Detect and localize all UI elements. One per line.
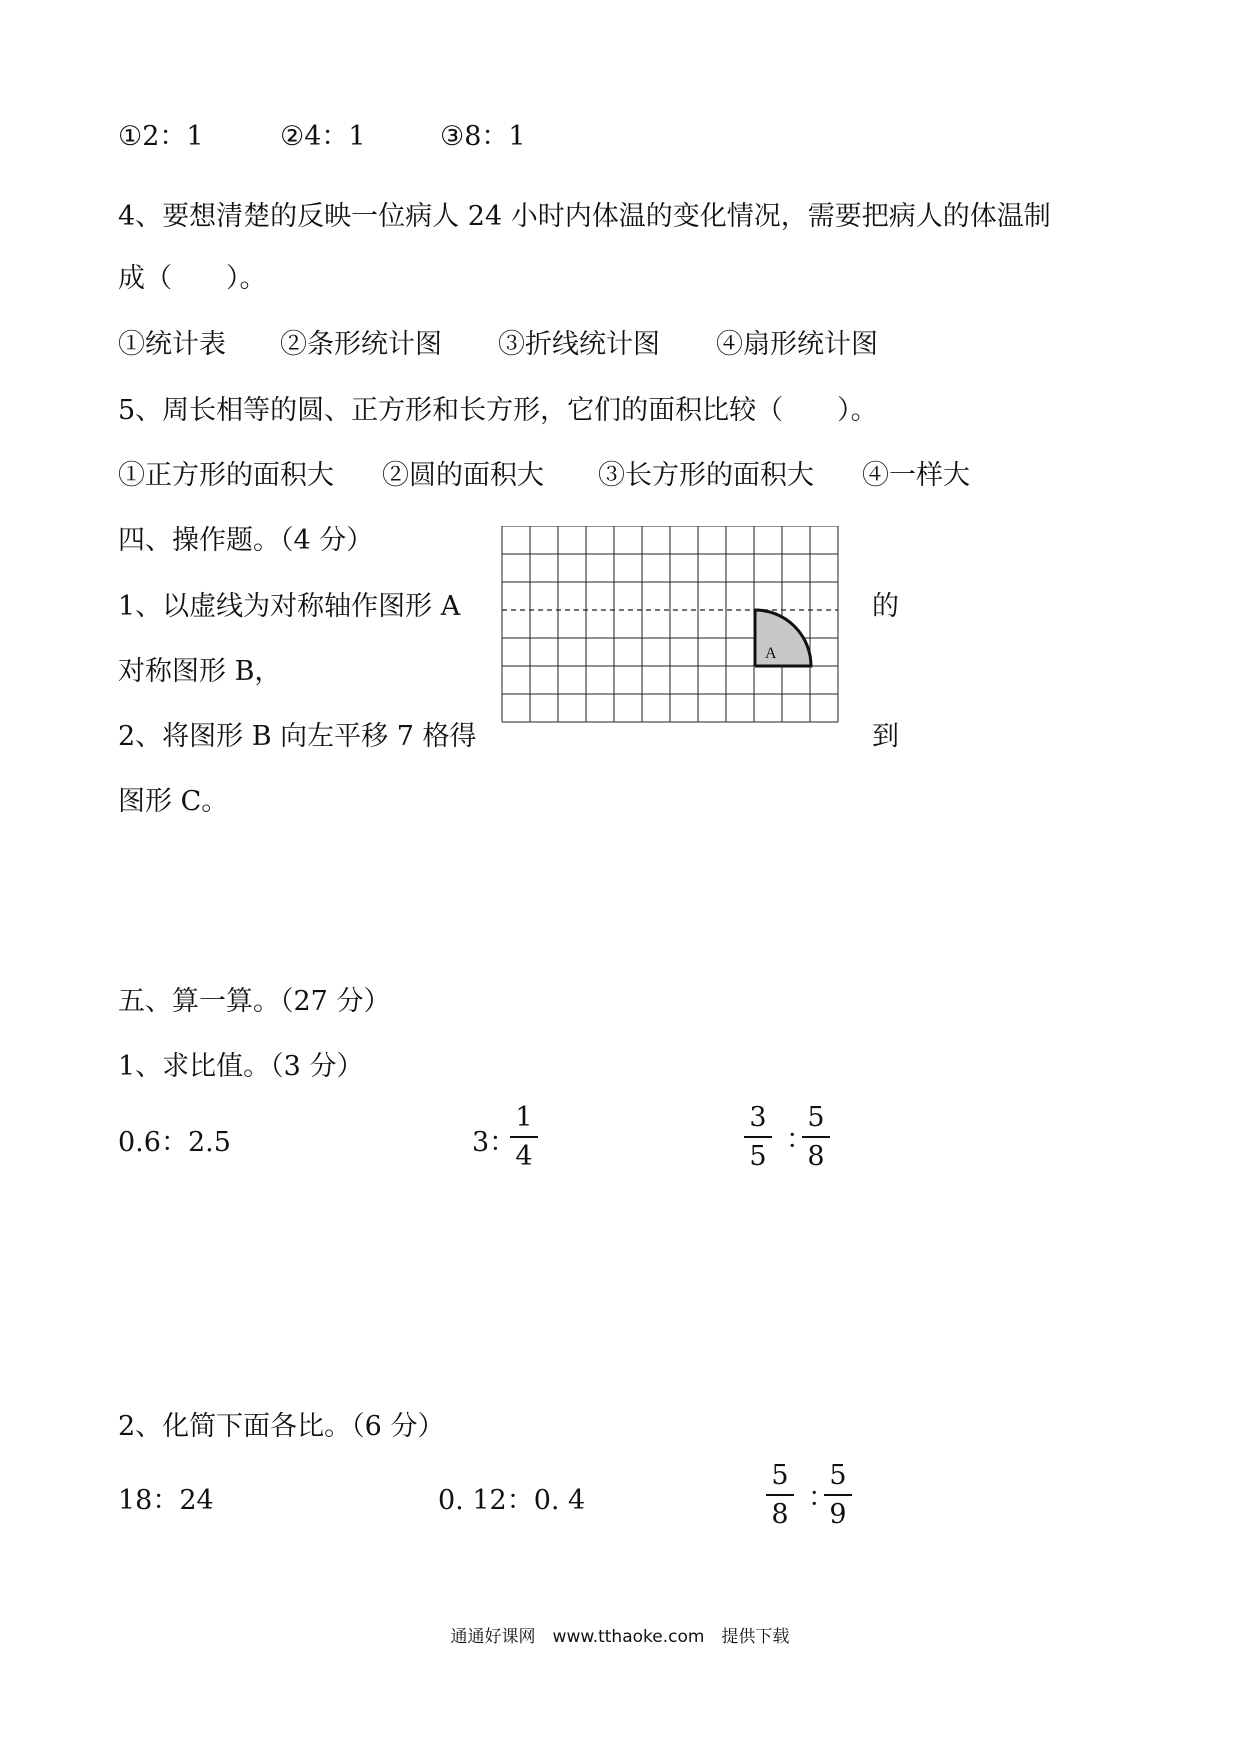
fraction-bar bbox=[802, 1136, 830, 1138]
part2-expression-3-fraction-b bbox=[824, 1461, 852, 1530]
q4-question-line2: 成（ ）。 bbox=[118, 263, 267, 294]
part1-expression-3-fraction-a bbox=[744, 1103, 772, 1172]
section5-part2-title: 2、化简下面各比。（6 分） bbox=[118, 1411, 445, 1442]
fraction-numerator: 3 bbox=[749, 1102, 767, 1133]
q3-option-2: ②4：1 bbox=[280, 121, 366, 152]
section4-item1-continuation: 对称图形 B， bbox=[118, 656, 282, 687]
fraction-denominator: 4 bbox=[515, 1141, 533, 1172]
part1-expression-2-prefix: 3： bbox=[472, 1127, 517, 1158]
section4-item2-continuation: 图形 C。 bbox=[118, 786, 229, 817]
q3-option-1: ①2：1 bbox=[118, 121, 204, 152]
part2-expression-3-separator: ： bbox=[808, 1482, 835, 1513]
fraction-bar bbox=[824, 1494, 852, 1496]
fraction-denominator: 5 bbox=[749, 1141, 767, 1172]
symmetry-grid-diagram bbox=[500, 526, 850, 730]
fraction-denominator: 8 bbox=[771, 1499, 789, 1530]
q4-option-2: ②条形统计图 bbox=[280, 329, 442, 360]
section4-item1-tail: 的 bbox=[872, 591, 899, 622]
fraction-bar bbox=[510, 1136, 538, 1138]
part2-expression-1: 18：24 bbox=[118, 1485, 214, 1516]
q5-option-1: ①正方形的面积大 bbox=[118, 460, 334, 491]
q5-option-3: ③长方形的面积大 bbox=[598, 460, 814, 491]
q4-question-line1: 4、要想清楚的反映一位病人 24 小时内体温的变化情况，需要把病人的体温制 bbox=[118, 201, 1051, 232]
part1-expression-2-fraction bbox=[510, 1103, 538, 1172]
footer-watermark-text: 通通好课网 www.tthaoke.com 提供下载 bbox=[450, 1627, 790, 1647]
section4-title: 四、操作题。（4 分） bbox=[118, 525, 374, 556]
figure-a-label: A bbox=[765, 645, 777, 662]
fraction-bar bbox=[766, 1494, 794, 1496]
fraction-numerator: 5 bbox=[771, 1460, 789, 1491]
part2-expression-3-fraction-a bbox=[766, 1461, 794, 1530]
part1-expression-3-fraction-b bbox=[802, 1103, 830, 1172]
q5-question-line1: 5、周长相等的圆、正方形和长方形，它们的面积比较（ ）。 bbox=[118, 395, 878, 426]
section5-part1-title: 1、求比值。（3 分） bbox=[118, 1051, 364, 1082]
part2-expression-2: 0. 12：0. 4 bbox=[438, 1485, 586, 1516]
part1-expression-3-separator: ： bbox=[786, 1124, 813, 1155]
q4-option-1: ①统计表 bbox=[118, 329, 226, 360]
part1-expression-1: 0.6：2.5 bbox=[118, 1127, 231, 1158]
fraction-numerator: 1 bbox=[515, 1102, 533, 1133]
section4-item2-tail: 到 bbox=[872, 721, 899, 752]
fraction-denominator: 8 bbox=[807, 1141, 825, 1172]
fraction-bar bbox=[744, 1136, 772, 1138]
q3-option-3: ③8：1 bbox=[440, 121, 526, 152]
section5-title: 五、算一算。（27 分） bbox=[118, 986, 391, 1017]
q5-option-4: ④一样大 bbox=[862, 460, 970, 491]
section4-item2-text: 2、将图形 B 向左平移 7 格得 bbox=[118, 721, 477, 752]
q5-option-2: ②圆的面积大 bbox=[382, 460, 544, 491]
section4-item1-text: 1、以虚线为对称轴作图形 A bbox=[118, 591, 461, 622]
fraction-denominator: 9 bbox=[829, 1499, 847, 1530]
q4-option-4: ④扇形统计图 bbox=[716, 329, 878, 360]
q4-option-3: ③折线统计图 bbox=[498, 329, 660, 360]
fraction-numerator: 5 bbox=[829, 1460, 847, 1491]
fraction-numerator: 5 bbox=[807, 1102, 825, 1133]
